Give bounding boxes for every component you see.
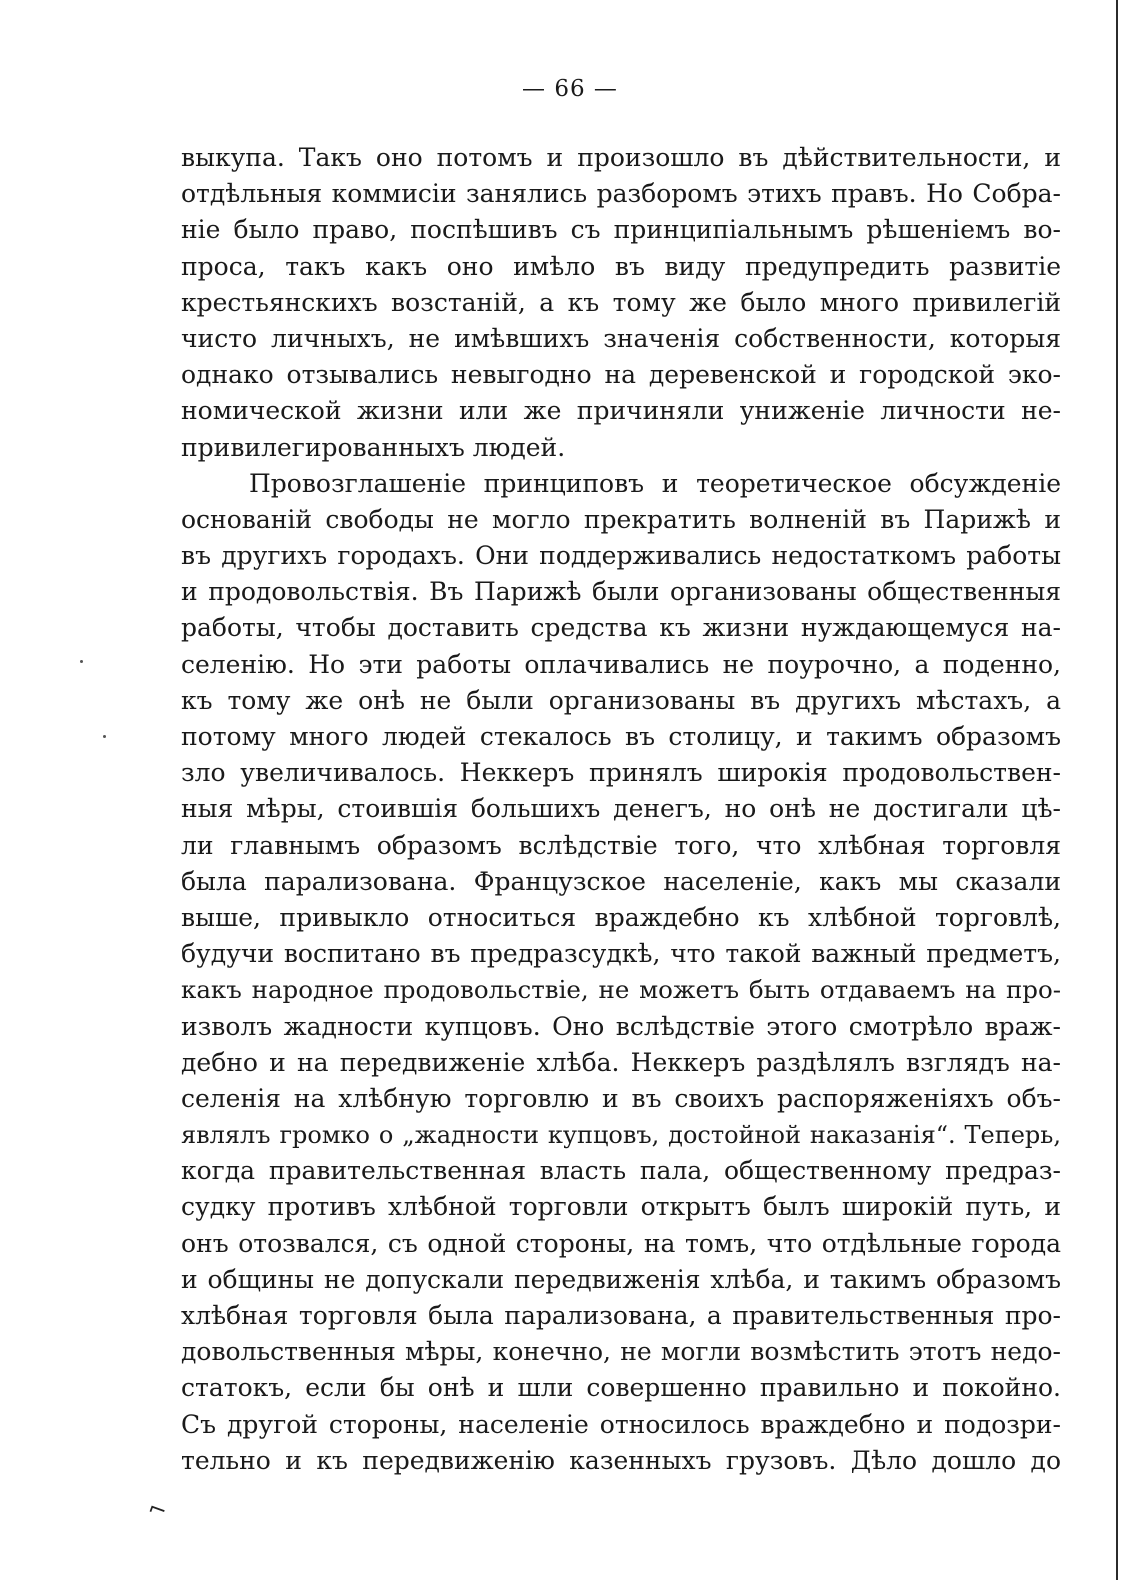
paragraph-2: [181, 466, 1061, 1479]
text-line: хлѣбная торговля была парализована, а правительственныя про-: [181, 1301, 1061, 1330]
margin-ink-mark-icon: ⌐: [144, 1495, 171, 1526]
text-line: онъ отозвался, съ одной стороны, на томъ, что отдѣльные города: [181, 1228, 1061, 1258]
text-line: потому много людей стекалось въ столицу, и такимъ образомъ: [181, 722, 1061, 751]
text-line: проса, такъ какъ оно имѣло въ виду предупредить развитіе: [181, 251, 1061, 281]
text-line: основаній свободы не могло прекратить волненій въ Парижѣ и: [181, 504, 1061, 534]
text-line: была парализована. Французское населеніе, какъ мы сказали: [181, 866, 1061, 896]
text-line: выше, привыкло относиться враждебно къ хлѣбной торговлѣ,: [181, 902, 1061, 932]
text-line: ли главнымъ образомъ вслѣдствіе того, что хлѣбная торговля: [181, 830, 1061, 860]
text-line: номической жизни или же причиняли униженіе личности не-: [181, 396, 1061, 426]
text-line: селенію. Но эти работы оплачивались не поурочно, а поденно,: [181, 649, 1061, 679]
text-line: статокъ, если бы онѣ и шли совершенно правильно и покойно.: [181, 1373, 1061, 1403]
text-line: зло увеличивалось. Неккеръ принялъ широкія продовольствен-: [181, 758, 1061, 788]
text-line: Съ другой стороны, населеніе относилось враждебно и подозри-: [181, 1409, 1061, 1439]
text-line: и общины не допускали передвиженія хлѣба, и такимъ образомъ: [181, 1264, 1061, 1294]
text-line: къ тому же онѣ не были организованы въ другихъ мѣстахъ, а: [181, 685, 1061, 715]
text-line: будучи воспитано въ предразсудкѣ, что такой важный предметъ,: [181, 939, 1061, 969]
speck-icon: [80, 660, 83, 663]
text-line: судку противъ хлѣбной торговли открытъ былъ широкій путь, и: [181, 1192, 1061, 1222]
text-line: работы, чтобы доставить средства къ жизни нуждающемуся на-: [181, 613, 1061, 643]
text-line: и продовольствія. Въ Парижѣ были организованы общественныя: [181, 577, 1061, 607]
text-line: тельно и къ передвиженію казенныхъ грузовъ. Дѣло дошло до: [181, 1445, 1061, 1475]
text-line: чисто личныхъ, не имѣвшихъ значенія собственности, которыя: [181, 323, 1061, 353]
text-line: довольственныя мѣры, конечно, не могли возмѣстить этотъ недо-: [181, 1337, 1061, 1367]
text-line: ніе было право, поспѣшивъ съ принципіальнымъ рѣшеніемъ во-: [181, 215, 1061, 245]
text-line: привилегированныхъ людей.: [181, 432, 566, 462]
text-line: въ другихъ городахъ. Они поддерживались недостаткомъ работы: [181, 541, 1061, 571]
page-edge-line: [1116, 0, 1118, 1580]
text-line: крестьянскихъ возстаній, а къ тому же было много привилегій: [181, 287, 1061, 317]
text-line: выкупа. Такъ оно потомъ и произошло въ дѣйствительности, и: [181, 143, 1061, 172]
text-line: какъ народное продовольствіе, не можетъ быть отдаваемъ на про-: [181, 975, 1061, 1005]
paragraph-1: [181, 140, 1061, 466]
text-line: дебно и на передвиженіе хлѣба. Неккеръ раздѣлялъ взглядъ на-: [181, 1047, 1061, 1077]
body-text: [181, 140, 1061, 1479]
text-line: когда правительственная власть пала, общественному предраз-: [181, 1156, 1061, 1186]
page-number: — 66 —: [522, 76, 618, 102]
text-line: изволъ жадности купцовъ. Оно вслѣдствіе этого смотрѣло враж-: [181, 1011, 1061, 1041]
text-line: Провозглашеніе принциповъ и теоретическое обсужденіе: [249, 468, 1061, 498]
text-line: ныя мѣры, стоившія большихъ денегъ, но онѣ не достигали цѣ-: [181, 794, 1061, 824]
text-line: однако отзывались невыгодно на деревенской и городской эко-: [181, 360, 1061, 390]
text-line: селенія на хлѣбную торговлю и въ своихъ распоряженіяхъ объ-: [181, 1083, 1061, 1113]
speck-icon: [103, 735, 106, 738]
text-line: являлъ громко о „жадности купцовъ, достойной наказанія“. Теперь,: [181, 1121, 1061, 1150]
text-line: отдѣльныя коммисіи занялись разборомъ этихъ правъ. Но Собра-: [181, 179, 1061, 209]
